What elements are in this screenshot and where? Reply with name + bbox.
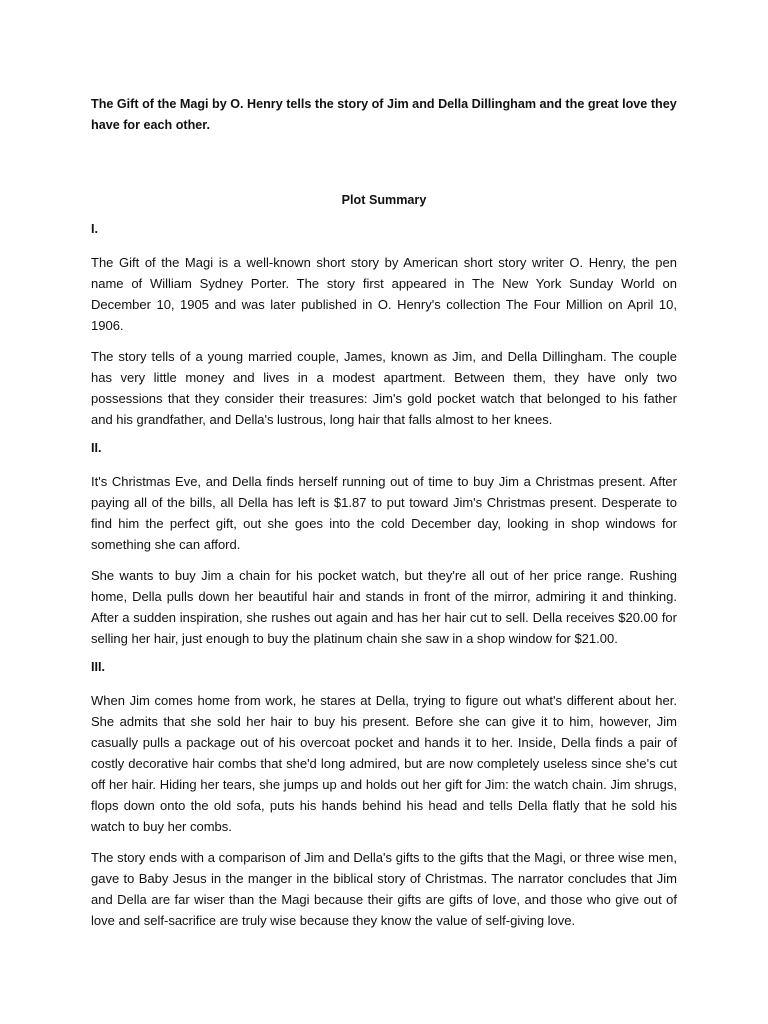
paragraph: She wants to buy Jim a chain for his pocket watch, but they're all out of her price range. Rushing home, Della pulls down her beautiful hair and stands in front of the mirror, admiring it and thinking. After a sudden inspiration, she rushes out again and has her hair cut to sell. Della receives $20.00 for selling her hair, just enough to buy the platinum chain she saw in a shop window for $21.00.	[91, 568, 677, 646]
intro-text: The Gift of the Magi by O. Henry tells the story of Jim and Della Dillingham and the great love they have for each other.	[91, 97, 677, 132]
paragraph: It's Christmas Eve, and Della finds herself running out of time to buy Jim a Christmas present. After paying all of the bills, all Della has left is $1.87 to put toward Jim's Christmas present. Desperate to find him the perfect gift, out she goes into the cold December day, looking in shop windows for something she can afford.	[91, 474, 677, 552]
paragraph: The Gift of the Magi is a well-known short story by American short story writer O. Henry, the pen name of William Sydney Porter. The story first appeared in The New York Sunday World on December 10, 1905 and was later published in O. Henry's collection The Four Million on April 10, 1906.	[91, 255, 677, 333]
paragraph: The story tells of a young married couple, James, known as Jim, and Della Dillingham. The couple has very little money and lives in a modest apartment. Between them, they have only two possessions that they consider their treasures: Jim's gold pocket watch that belonged to his father and his grandfather, and Della's lustrous, long hair that falls almost to her knees.	[91, 349, 677, 427]
section-numeral-2: II.	[91, 441, 102, 455]
paragraph: The story ends with a comparison of Jim and Della's gifts to the gifts that the Magi, or three wise men, gave to Baby Jesus in the manger in the biblical story of Christmas. The narrator concludes that Jim and Della are far wiser than the Magi because their gifts are gifts of love, and those who give out of love and self-sacrifice are truly wise because they know the value of self-giving love.	[91, 850, 677, 928]
paragraph: When Jim comes home from work, he stares at Della, trying to figure out what's different about her. She admits that she sold her hair to buy his present. Before she can give it to him, however, Jim casually pulls a package out of his overcoat pocket and hands it to her. Inside, Della finds a pair of costly decorative hair combs that she'd long admired, but are now completely useless since she's cut off her hair. Hiding her tears, she jumps up and holds out her gift for Jim: the watch chain. Jim shrugs, flops down onto the old sofa, puts his hands behind his head and tells Della flatly that he sold his watch to buy her combs.	[91, 693, 677, 834]
section-numeral-3: III.	[91, 660, 105, 674]
document-page	[91, 94, 677, 931]
section-title: Plot Summary	[341, 193, 427, 207]
section-numeral-1: I.	[91, 222, 98, 236]
